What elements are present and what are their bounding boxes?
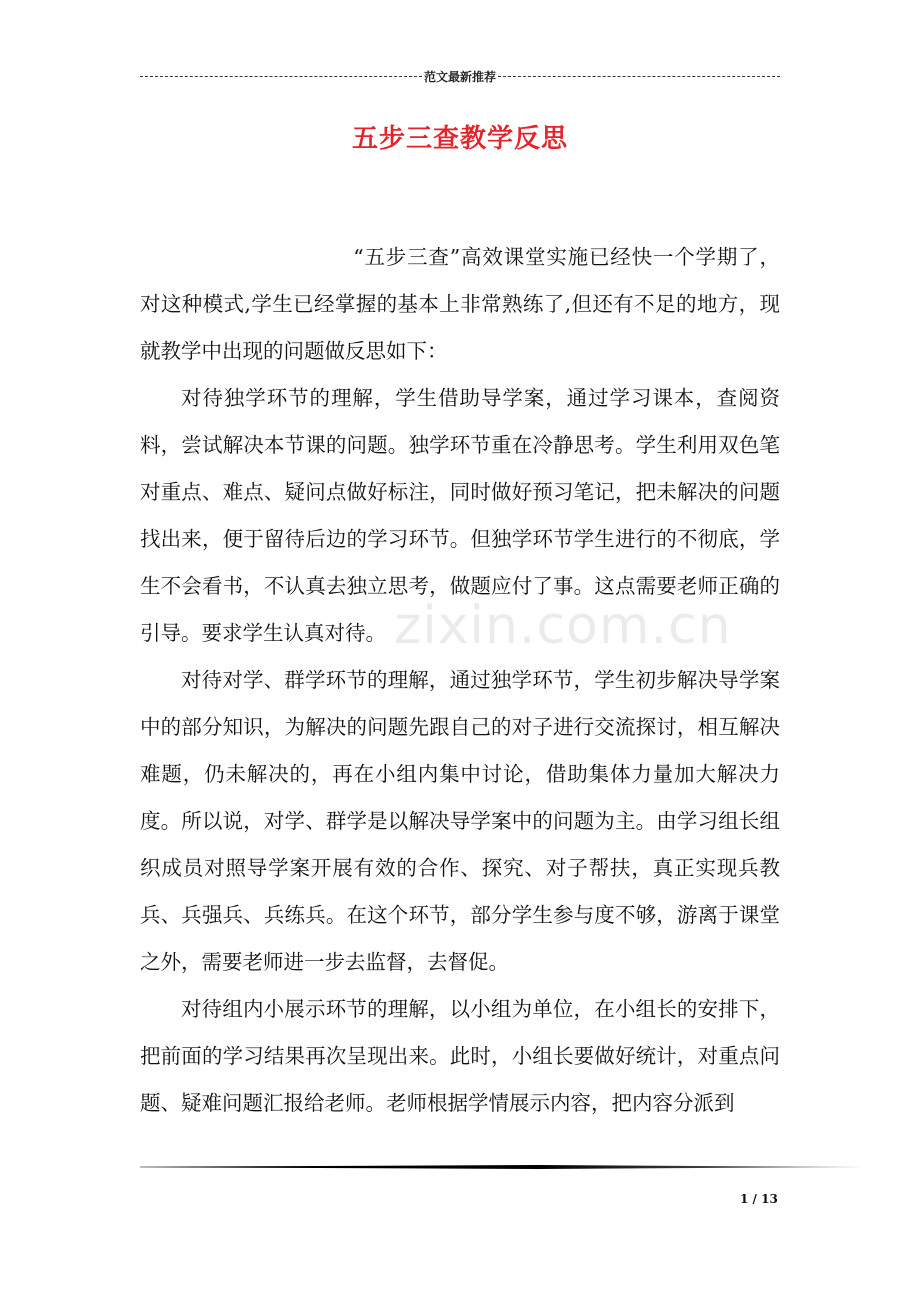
paragraph-independent-study: 对待独学环节的理解，学生借助导学案，通过学习课本，查阅资料，尝试解决本节课的问题。独学环节重在冷静思考。学生利用双色笔对重点、难点、疑问点做好标注，同时做好预习笔记，把未解决的问题找出来，便于留待后边的学习环节。但独学环节学生进行的不彻底，学生不会看书，不认真去独立思考，做题应付了事。这点需要老师正确的引导。要求学生认真对待。 — [140, 386, 780, 645]
header-label: 范文最新推荐 — [424, 69, 497, 84]
header-dash-right — [498, 76, 780, 77]
document-title: 五步三查教学反思 — [351, 124, 568, 154]
page-header — [140, 66, 780, 86]
paragraph-group-display: 对待组内小展示环节的理解，以小组为单位，在小组长的安排下，把前面的学习结果再次呈现出来。此时，小组长要做好统计，对重点问题、疑难问题汇报给老师。老师根据学情展示内容，把内容分派到 — [140, 997, 780, 1115]
document-body — [140, 234, 780, 1127]
page-number: 1 / 13 — [740, 1192, 778, 1206]
paragraph-pair-group-study: 对待对学、群学环节的理解，通过独学环节，学生初步解决导学案中的部分知识，为解决的问题先跟自己的对子进行交流探讨，相互解决难题，仍未解决的，再在小组内集中讨论，借助集体力量加大解决力度。所以说，对学、群学是以解决导学案中的问题为主。由学习组长组织成员对照导学案开展有效的合作、探究、对子帮扶，真正实现兵教兵、兵强兵、兵练兵。在这个环节，部分学生参与度不够，游离于课堂之外，需要老师进一步去监督，去督促。 — [140, 668, 780, 974]
header-dash-left — [140, 76, 422, 77]
footer-divider — [140, 1165, 864, 1169]
paragraph-intro: “五步三查”高效课堂实施已经快一个学期了，对这种模式,学生已经掌握的基本上非常熟练了,但还有不足的地方，现就教学中出现的问题做反思如下： — [140, 245, 780, 363]
watermark-text: zixin.com.cn — [394, 596, 732, 656]
